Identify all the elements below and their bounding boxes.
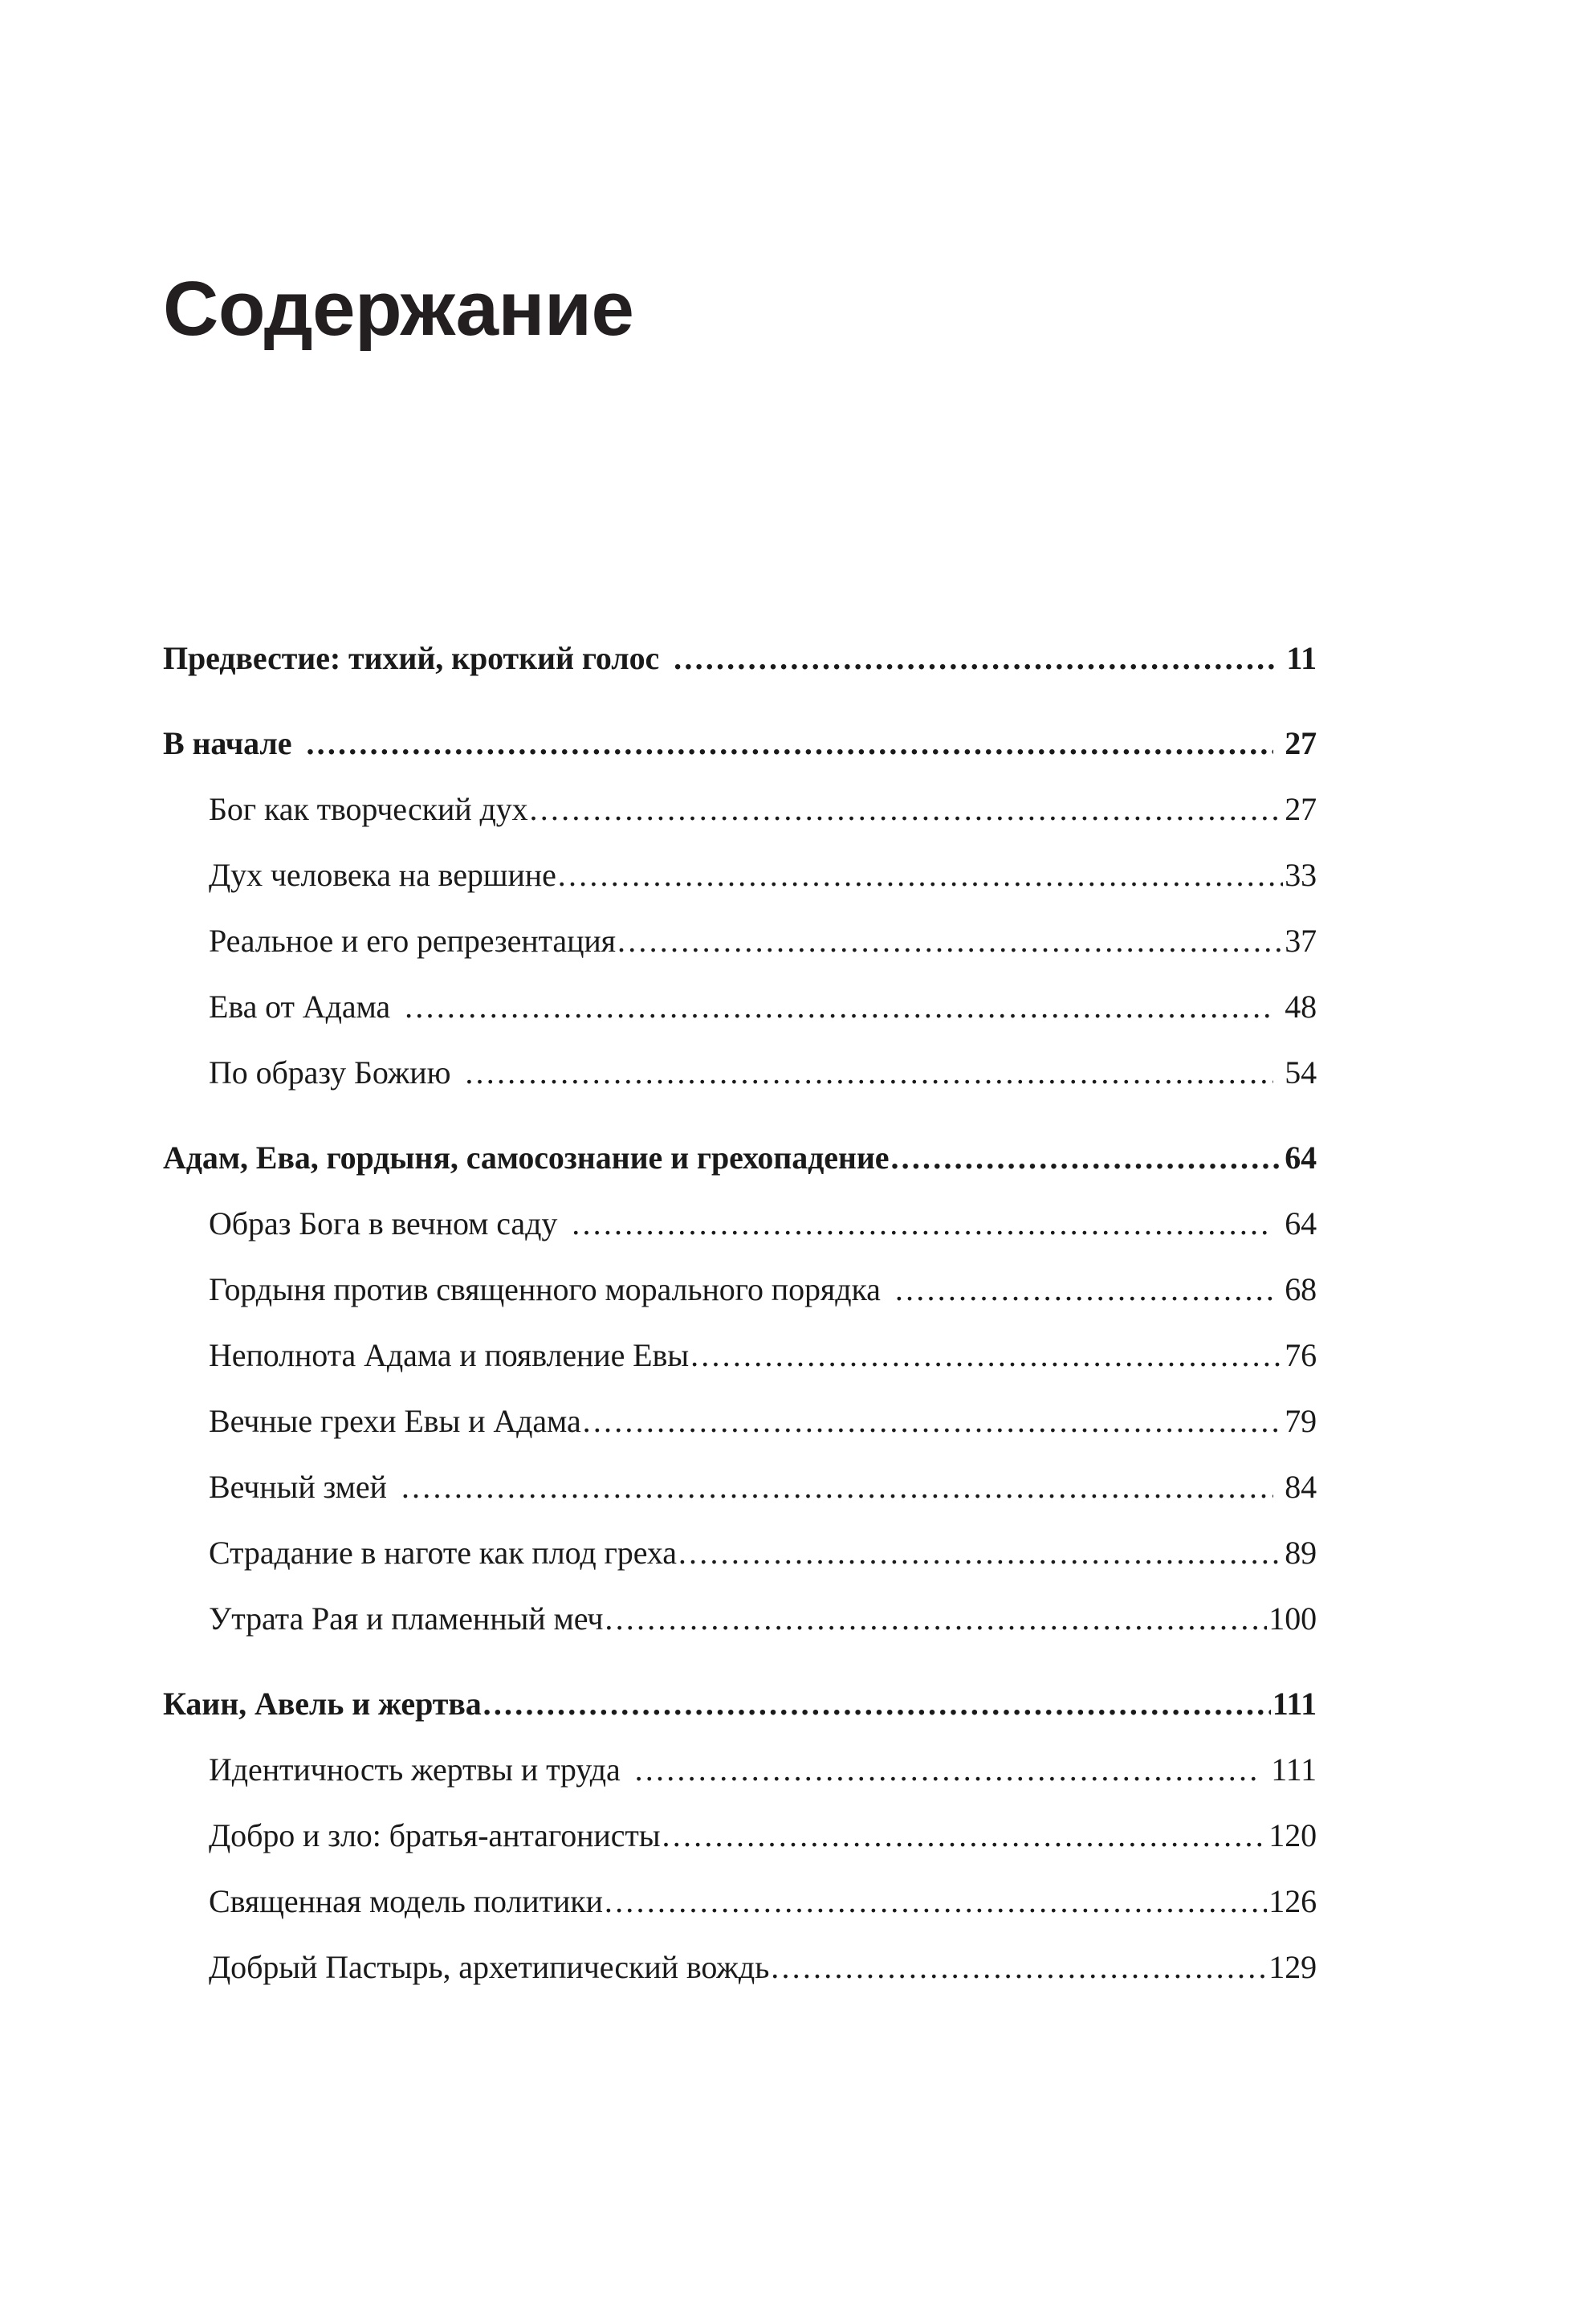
dot-leader xyxy=(690,1339,1283,1372)
toc-section-heading[interactable] xyxy=(163,642,1317,675)
table-of-contents xyxy=(163,642,1317,1984)
toc-entry[interactable] xyxy=(163,1751,1317,1788)
dot-leader xyxy=(465,1057,1273,1089)
toc-entry-label: Добро и зло: братья-антагонисты xyxy=(209,1817,661,1853)
dot-leader xyxy=(617,925,1283,957)
toc-section-label: В начале xyxy=(163,725,292,761)
toc-entry-page-number: 37 xyxy=(1285,923,1317,959)
toc-entry-label: Добрый Пастырь, архетипический вождь xyxy=(209,1949,770,1985)
toc-entry[interactable] xyxy=(163,1951,1317,1984)
toc-section-heading[interactable] xyxy=(163,1688,1317,1720)
toc-entry-page-number: 64 xyxy=(1285,1205,1317,1242)
dot-leader xyxy=(530,793,1284,826)
toc-section-page-number: 111 xyxy=(1272,1686,1317,1722)
toc-entry[interactable] xyxy=(163,991,1317,1023)
toc-entry-page-number: 111 xyxy=(1271,1751,1317,1788)
dot-leader xyxy=(674,642,1275,675)
dot-leader xyxy=(890,1142,1283,1174)
toc-entry-label: Священная модель политики xyxy=(209,1883,603,1919)
toc-entry-label: Образ Бога в вечном саду xyxy=(209,1205,558,1242)
toc-entry-page-number: 79 xyxy=(1285,1403,1317,1439)
dot-leader xyxy=(895,1274,1273,1306)
toc-entry[interactable] xyxy=(163,1271,1317,1307)
dot-leader xyxy=(678,1537,1283,1569)
toc-entry-page-number: 27 xyxy=(1285,791,1317,827)
toc-entry[interactable] xyxy=(163,1883,1317,1919)
toc-entry[interactable] xyxy=(163,793,1317,826)
toc-entry-page-number: 120 xyxy=(1268,1817,1317,1853)
toc-group xyxy=(163,1142,1317,1635)
dot-leader xyxy=(558,859,1283,891)
toc-entry[interactable] xyxy=(163,859,1317,891)
toc-entry[interactable] xyxy=(163,925,1317,957)
toc-entry[interactable] xyxy=(163,1205,1317,1242)
dot-leader xyxy=(605,1886,1267,1918)
toc-section-heading[interactable] xyxy=(163,725,1317,761)
dot-leader xyxy=(306,728,1273,760)
toc-group xyxy=(163,642,1317,675)
dot-leader xyxy=(401,1471,1273,1503)
toc-entry-page-number: 33 xyxy=(1285,857,1317,893)
toc-entry-page-number: 129 xyxy=(1268,1949,1317,1985)
toc-entry[interactable] xyxy=(163,1405,1317,1437)
dot-leader xyxy=(483,1688,1271,1720)
toc-group xyxy=(163,1688,1317,1984)
toc-entry-label: Вечный змей xyxy=(209,1469,387,1505)
toc-entry-label: Гордыня против священного морального порядка xyxy=(209,1271,881,1307)
dot-leader xyxy=(572,1208,1273,1240)
toc-section-page-number: 27 xyxy=(1285,725,1317,761)
toc-entry-label: Страдание в наготе как плод греха xyxy=(209,1535,677,1571)
toc-section-label: Адам, Ева, гордыня, самосознание и грехопадение xyxy=(163,1140,890,1176)
toc-entry-label: Ева от Адама xyxy=(209,989,391,1025)
page-title: Содержание xyxy=(163,266,634,352)
toc-entry[interactable] xyxy=(163,1054,1317,1091)
toc-group xyxy=(163,725,1317,1091)
toc-entry-label: По образу Божию xyxy=(209,1054,451,1091)
toc-entry-page-number: 68 xyxy=(1285,1271,1317,1307)
dot-leader xyxy=(583,1405,1284,1437)
toc-section-label: Каин, Авель и жертва xyxy=(163,1686,482,1722)
toc-entry-label: Утрата Рая и пламенный меч xyxy=(209,1600,604,1637)
toc-entry-page-number: 84 xyxy=(1285,1469,1317,1505)
dot-leader xyxy=(771,1951,1267,1984)
toc-entry-label: Реальное и его репрезентация xyxy=(209,923,616,959)
dot-leader xyxy=(605,1603,1267,1635)
toc-entry[interactable] xyxy=(163,1600,1317,1637)
toc-entry-label: Идентичность жертвы и труда xyxy=(209,1751,621,1788)
toc-section-heading[interactable] xyxy=(163,1142,1317,1174)
toc-entry-page-number: 54 xyxy=(1285,1054,1317,1091)
dot-leader xyxy=(662,1820,1268,1852)
toc-entry-label: Неполнота Адама и появление Евы xyxy=(209,1337,690,1373)
toc-entry[interactable] xyxy=(163,1537,1317,1569)
dot-leader xyxy=(635,1754,1260,1786)
toc-entry[interactable] xyxy=(163,1339,1317,1372)
toc-entry-page-number: 89 xyxy=(1285,1535,1317,1571)
toc-entry-page-number: 48 xyxy=(1285,989,1317,1025)
toc-entry-page-number: 100 xyxy=(1268,1600,1317,1637)
toc-entry[interactable] xyxy=(163,1471,1317,1503)
toc-entry-page-number: 126 xyxy=(1268,1883,1317,1919)
dot-leader xyxy=(405,991,1273,1023)
toc-section-page-number: 64 xyxy=(1285,1140,1317,1176)
toc-entry-label: Дух человека на вершине xyxy=(209,857,556,893)
toc-entry-label: Бог как творческий дух xyxy=(209,791,528,827)
toc-entry-label: Вечные грехи Евы и Адама xyxy=(209,1403,581,1439)
toc-entry-page-number: 76 xyxy=(1285,1337,1317,1373)
toc-entry[interactable] xyxy=(163,1817,1317,1853)
toc-section-page-number: 11 xyxy=(1286,640,1317,676)
toc-section-label: Предвестие: тихий, кроткий голос xyxy=(163,640,660,676)
